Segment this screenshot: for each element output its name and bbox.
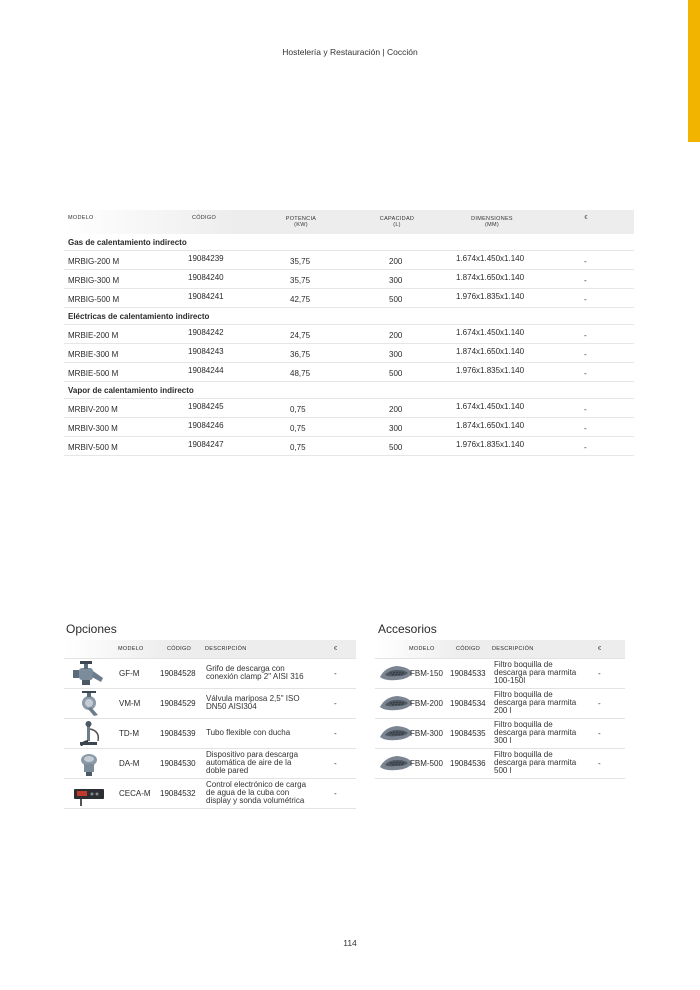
cell-modelo: FBM-500: [410, 759, 443, 768]
group-title: Eléctricas de calentamiento indirecto: [68, 312, 210, 321]
opciones-title: Opciones: [66, 622, 117, 636]
shower-hose-icon: [70, 721, 108, 746]
table-row: [64, 436, 634, 455]
cell-codigo: 19084536: [450, 759, 486, 768]
col-modelo: MODELO: [68, 215, 94, 221]
cell-codigo: 19084532: [160, 789, 196, 798]
cell-modelo: MRBIE-500 M: [68, 369, 119, 378]
drain-valve-icon: [70, 661, 108, 686]
table-row: [64, 343, 634, 362]
cell-dimensiones: 1.976x1.835x1.140: [456, 440, 525, 449]
cell-capacidad: 200: [389, 405, 403, 414]
table-row: [64, 718, 356, 748]
group-title: Gas de calentamiento indirecto: [68, 238, 187, 247]
cell-capacidad: 300: [389, 276, 403, 285]
col-codigo: CÓDIGO: [167, 646, 192, 652]
table-body: [64, 235, 634, 456]
cell-precio: -: [598, 669, 601, 678]
opciones-header: [64, 640, 356, 658]
cell-precio: -: [334, 729, 337, 738]
table-row: [64, 269, 634, 288]
cell-descripcion: Tubo flexible con ducha: [206, 728, 291, 737]
col-precio: €: [584, 215, 588, 221]
cell-capacidad: 200: [389, 331, 403, 340]
cell-capacidad: 500: [389, 295, 403, 304]
cell-capacidad: 300: [389, 350, 403, 359]
cell-codigo: 19084239: [188, 254, 224, 263]
cell-codigo: 19084246: [188, 421, 224, 430]
cell-codigo: 19084533: [450, 669, 486, 678]
table-row: [64, 362, 634, 381]
col-dimensiones: DIMENSIONES (MM): [471, 216, 513, 228]
cell-modelo: FBM-150: [410, 669, 443, 678]
table-row: [64, 398, 634, 417]
cell-precio: -: [584, 257, 587, 266]
divider: [64, 455, 634, 456]
cell-dimensiones: 1.674x1.450x1.140: [456, 402, 525, 411]
cell-dimensiones: 1.976x1.835x1.140: [456, 366, 525, 375]
group-title: Vapor de calentamiento indirecto: [68, 386, 194, 395]
cell-potencia: 24,75: [290, 331, 311, 340]
cell-precio: -: [334, 789, 337, 798]
cell-dimensiones: 1.874x1.650x1.140: [456, 421, 525, 430]
col-descripcion: DESCRIPCIÓN: [205, 646, 247, 652]
table-row: [64, 417, 634, 436]
cell-capacidad: 200: [389, 257, 403, 266]
col-codigo: CÓDIGO: [191, 215, 217, 221]
cell-precio: -: [584, 295, 587, 304]
table-row: [64, 324, 634, 343]
table-row: [64, 778, 356, 808]
divider: [64, 381, 634, 382]
divider: [64, 307, 634, 308]
cell-modelo: MRBIV-500 M: [68, 443, 118, 452]
cell-codigo: 19084539: [160, 729, 196, 738]
accesorios-table: [375, 640, 625, 779]
cell-modelo: VM-M: [119, 699, 141, 708]
cell-modelo: FBM-200: [410, 699, 443, 708]
col-codigo: CÓDIGO: [456, 646, 481, 652]
cell-potencia: 0,75: [290, 443, 306, 452]
cell-potencia: 0,75: [290, 405, 306, 414]
cell-modelo: MRBIE-300 M: [68, 350, 119, 359]
col-capacidad: CAPACIDAD (L): [379, 216, 415, 228]
cell-precio: -: [334, 669, 337, 678]
cell-codigo: 19084247: [188, 440, 224, 449]
cell-modelo: MRBIE-200 M: [68, 331, 119, 340]
opciones-table: [64, 640, 356, 809]
cell-capacidad: 500: [389, 443, 403, 452]
cell-potencia: 48,75: [290, 369, 311, 378]
cell-modelo: TD-M: [119, 729, 139, 738]
page-number: 114: [343, 938, 357, 948]
cell-precio: -: [598, 699, 601, 708]
cell-codigo: 19084245: [188, 402, 224, 411]
cell-codigo: 19084528: [160, 669, 196, 678]
cell-codigo: 19084535: [450, 729, 486, 738]
butterfly-valve-icon: [70, 691, 108, 716]
col-potencia: POTENCIA (KW): [285, 216, 317, 228]
kettle-table: [64, 210, 634, 456]
accesorios-title: Accesorios: [378, 622, 437, 636]
air-device-icon: [70, 751, 108, 776]
cell-dimensiones: 1.976x1.835x1.140: [456, 292, 525, 301]
cell-codigo: 19084242: [188, 328, 224, 337]
table-row: [64, 658, 356, 688]
cell-precio: -: [598, 759, 601, 768]
table-row: [64, 688, 356, 718]
page-header: Hostelería y Restauración | Cocción: [282, 47, 418, 57]
cell-codigo: 19084240: [188, 273, 224, 282]
cell-precio: -: [584, 350, 587, 359]
cell-modelo: MRBIG-300 M: [68, 276, 120, 285]
cell-modelo: MRBIG-500 M: [68, 295, 120, 304]
col-modelo: MODELO: [118, 646, 144, 652]
cell-descripcion: Válvula mariposa 2,5" ISO DN50 AISI304: [206, 694, 300, 711]
cell-dimensiones: 1.674x1.450x1.140: [456, 254, 525, 263]
cell-codigo: 19084244: [188, 366, 224, 375]
cell-precio: -: [334, 759, 337, 768]
cell-dimensiones: 1.874x1.650x1.140: [456, 273, 525, 282]
cell-descripcion: Control electrónico de carga de agua de la cuba con display y sonda volumétrica: [206, 780, 307, 805]
cell-modelo: CECA-M: [119, 789, 151, 798]
cell-precio: -: [334, 699, 337, 708]
control-panel-icon: [70, 781, 108, 806]
cell-potencia: 36,75: [290, 350, 311, 359]
table-row: [375, 748, 625, 778]
cell-modelo: MRBIV-300 M: [68, 424, 118, 433]
table-row: [375, 688, 625, 718]
cell-descripcion: Filtro boquilla de descarga para marmita 100-150l: [494, 660, 577, 685]
cell-dimensiones: 1.874x1.650x1.140: [456, 347, 525, 356]
cell-codigo: 19084530: [160, 759, 196, 768]
cell-potencia: 35,75: [290, 276, 311, 285]
table-row: [64, 748, 356, 778]
cell-capacidad: 300: [389, 424, 403, 433]
table-row: [375, 718, 625, 748]
cell-descripcion: Filtro boquilla de descarga para marmita 500 l: [494, 750, 577, 775]
cell-capacidad: 500: [389, 369, 403, 378]
cell-precio: -: [584, 424, 587, 433]
cell-precio: -: [584, 331, 587, 340]
cell-precio: -: [584, 443, 587, 452]
cell-descripcion: Dispositivo para descarga automática de aire de la doble pared: [206, 750, 299, 775]
cell-modelo: DA-M: [119, 759, 140, 768]
col-descripcion: DESCRIPCIÓN: [492, 646, 534, 652]
cell-codigo: 19084243: [188, 347, 224, 356]
section-tab: [688, 0, 700, 142]
cell-modelo: MRBIG-200 M: [68, 257, 120, 266]
divider: [64, 808, 356, 809]
cell-precio: -: [598, 729, 601, 738]
cell-descripcion: Filtro boquilla de descarga para marmita 300 l: [494, 720, 577, 745]
cell-precio: -: [584, 276, 587, 285]
table-row: [64, 288, 634, 307]
col-precio: €: [598, 646, 602, 652]
cell-potencia: 35,75: [290, 257, 311, 266]
divider: [375, 778, 625, 779]
cell-modelo: GF-M: [119, 669, 140, 678]
cell-descripcion: Filtro boquilla de descarga para marmita 200 l: [494, 690, 577, 715]
table-row: [64, 250, 634, 269]
cell-modelo: MRBIV-200 M: [68, 405, 118, 414]
cell-codigo: 19084241: [188, 292, 224, 301]
cell-precio: -: [584, 369, 587, 378]
col-precio: €: [334, 646, 338, 652]
table-row: [375, 658, 625, 688]
cell-codigo: 19084534: [450, 699, 486, 708]
table-header: [64, 210, 634, 234]
cell-descripcion: Grifo de descarga con conexión clamp 2" AISI 316: [206, 664, 304, 681]
cell-dimensiones: 1.674x1.450x1.140: [456, 328, 525, 337]
cell-potencia: 0,75: [290, 424, 306, 433]
cell-modelo: FBM-300: [410, 729, 443, 738]
accesorios-header: [375, 640, 625, 658]
cell-potencia: 42,75: [290, 295, 311, 304]
cell-codigo: 19084529: [160, 699, 196, 708]
cell-precio: -: [584, 405, 587, 414]
col-modelo: MODELO: [409, 646, 435, 652]
